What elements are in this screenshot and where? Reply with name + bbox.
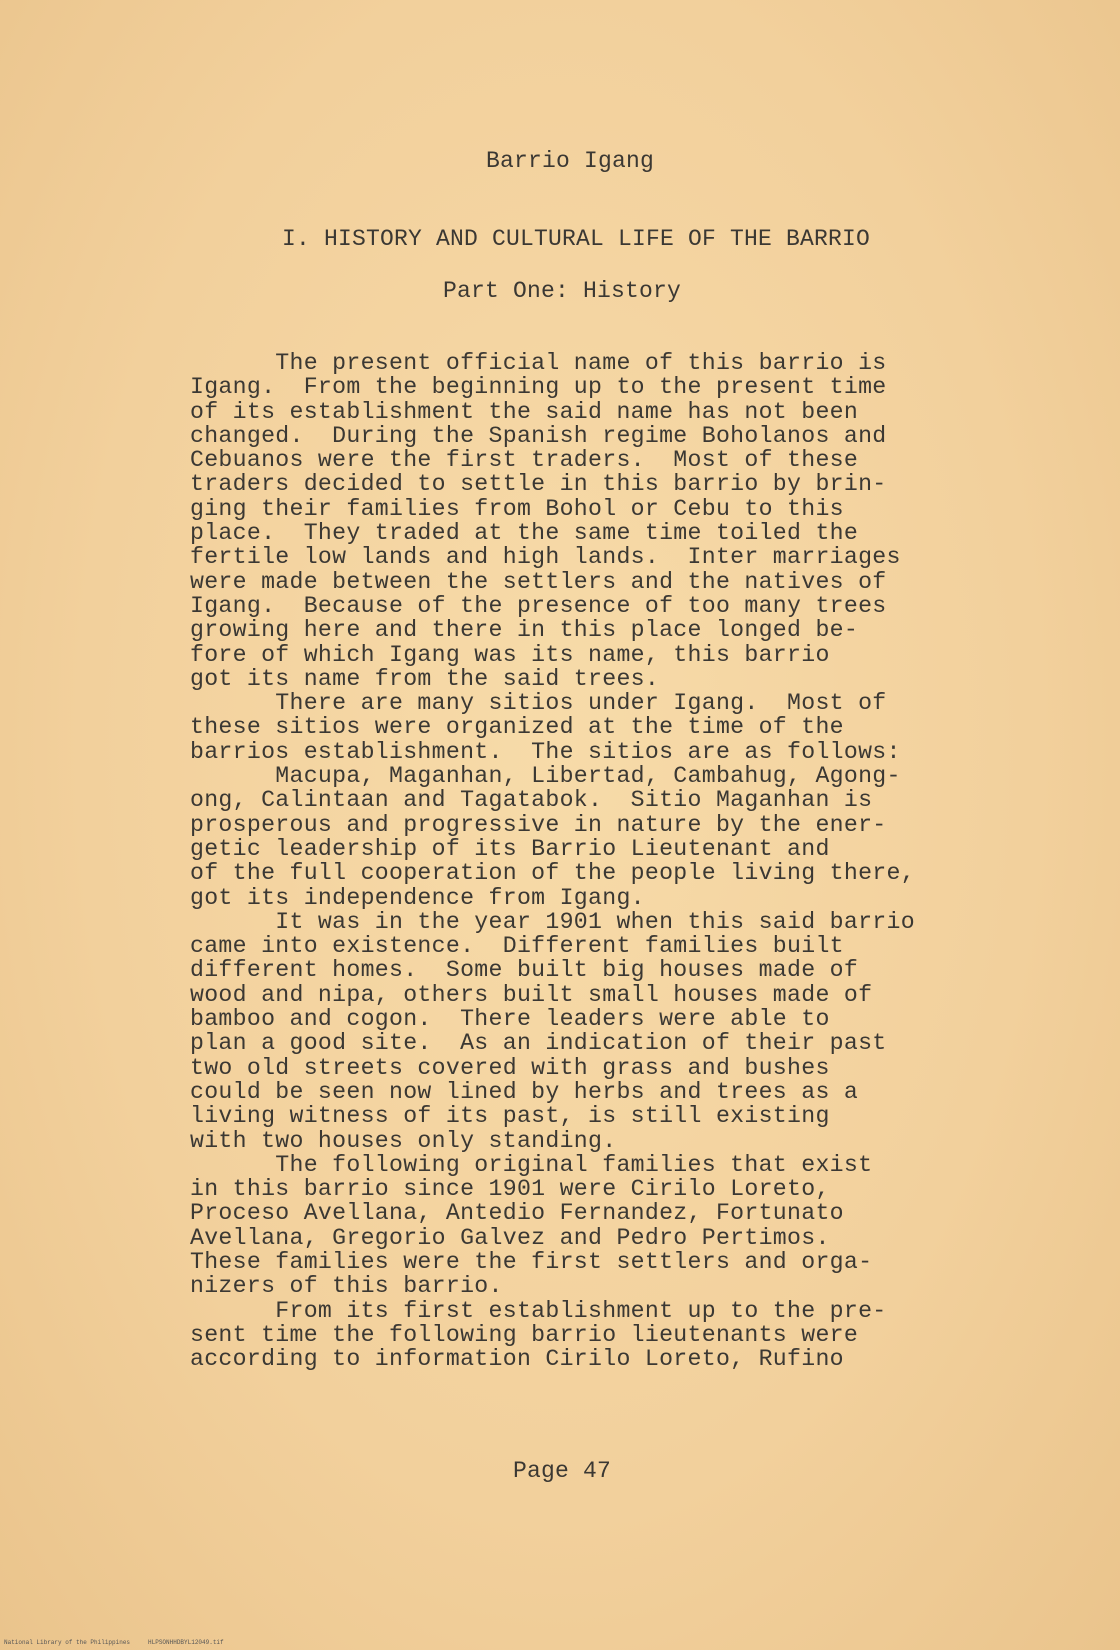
body-line: got its independence from Igang.	[190, 884, 645, 911]
body-line: Cebuanos were the first traders. Most of these	[190, 447, 859, 474]
body-line: Avellana, Gregorio Galvez and Pedro Pertimos.	[190, 1224, 830, 1251]
body-line: fore of which Igang was its name, this barrio	[190, 641, 830, 668]
body-line: of its establishment the said name has not been	[190, 398, 859, 425]
body-line: prosperous and progressive in nature by the ener-	[190, 811, 887, 838]
body-text	[190, 351, 915, 1371]
body-line: getic leadership of its Barrio Lieutenant and	[190, 835, 830, 862]
body-line: sent time the following barrio lieutenants were	[190, 1321, 859, 1348]
body-line: were made between the settlers and the natives of	[190, 568, 887, 595]
body-line: two old streets covered with grass and bushes	[190, 1054, 830, 1081]
body-line: These families were the first settlers and orga-	[190, 1248, 873, 1275]
body-line: living witness of its past, is still existing	[190, 1103, 830, 1130]
body-line: The present official name of this barrio is	[190, 350, 887, 376]
body-line: plan a good site. As an indication of their past	[190, 1030, 887, 1057]
body-line: growing here and there in this place longed be-	[190, 617, 859, 644]
body-line: bamboo and cogon. There leaders were able to	[190, 1006, 830, 1033]
body-line: Igang. From the beginning up to the present time	[190, 374, 887, 401]
body-line: could be seen now lined by herbs and trees as a	[190, 1078, 859, 1105]
body-line: of the full cooperation of the people living there,	[190, 860, 915, 887]
body-line: The following original families that exist	[190, 1151, 873, 1178]
body-line: Igang. Because of the presence of too many trees	[190, 592, 887, 619]
page-number: Page 47	[512, 1458, 612, 1484]
body-line: Macupa, Maganhan, Libertad, Cambahug, Agong-	[190, 763, 901, 790]
body-line: got its name from the said trees.	[190, 665, 660, 692]
body-line: Proceso Avellana, Antedio Fernandez, Fortunato	[190, 1200, 844, 1227]
body-line: From its first establishment up to the pre-	[190, 1297, 887, 1324]
body-line: barrios establishment. The sitios are as follows:	[190, 738, 901, 765]
body-line: according to information Cirilo Loreto, Rufino	[190, 1346, 844, 1373]
body-line: fertile low lands and high lands. Inter marriages	[190, 544, 901, 571]
body-line: came into existence. Different families built	[190, 933, 844, 960]
document-title: Barrio Igang	[485, 148, 655, 174]
body-line: changed. During the Spanish regime Boholanos and	[190, 422, 887, 449]
body-line: ging their families from Bohol or Cebu to this	[190, 495, 844, 522]
body-line: in this barrio since 1901 were Cirilo Loreto,	[190, 1176, 830, 1203]
body-line: place. They traded at the same time toiled the	[190, 520, 859, 547]
body-line: nizers of this barrio.	[190, 1273, 503, 1300]
part-heading: Part One: History	[442, 278, 682, 304]
body-line: ong, Calintaan and Tagatabok. Sitio Maganhan is	[190, 787, 873, 814]
body-line: these sitios were organized at the time of the	[190, 714, 844, 741]
body-line: There are many sitios under Igang. Most of	[190, 690, 887, 717]
body-line: with two houses only standing.	[190, 1127, 617, 1154]
body-line: It was in the year 1901 when this said barrio	[190, 908, 915, 935]
archive-footer: National Library of the Philippines HLPSONHHDBYL12049.tif	[4, 1639, 224, 1646]
section-heading: I. HISTORY AND CULTURAL LIFE OF THE BARRIO	[281, 226, 871, 252]
body-line: different homes. Some built big houses made of	[190, 957, 859, 984]
body-line: traders decided to settle in this barrio by brin-	[190, 471, 887, 498]
body-line: wood and nipa, others built small houses made of	[190, 981, 873, 1008]
